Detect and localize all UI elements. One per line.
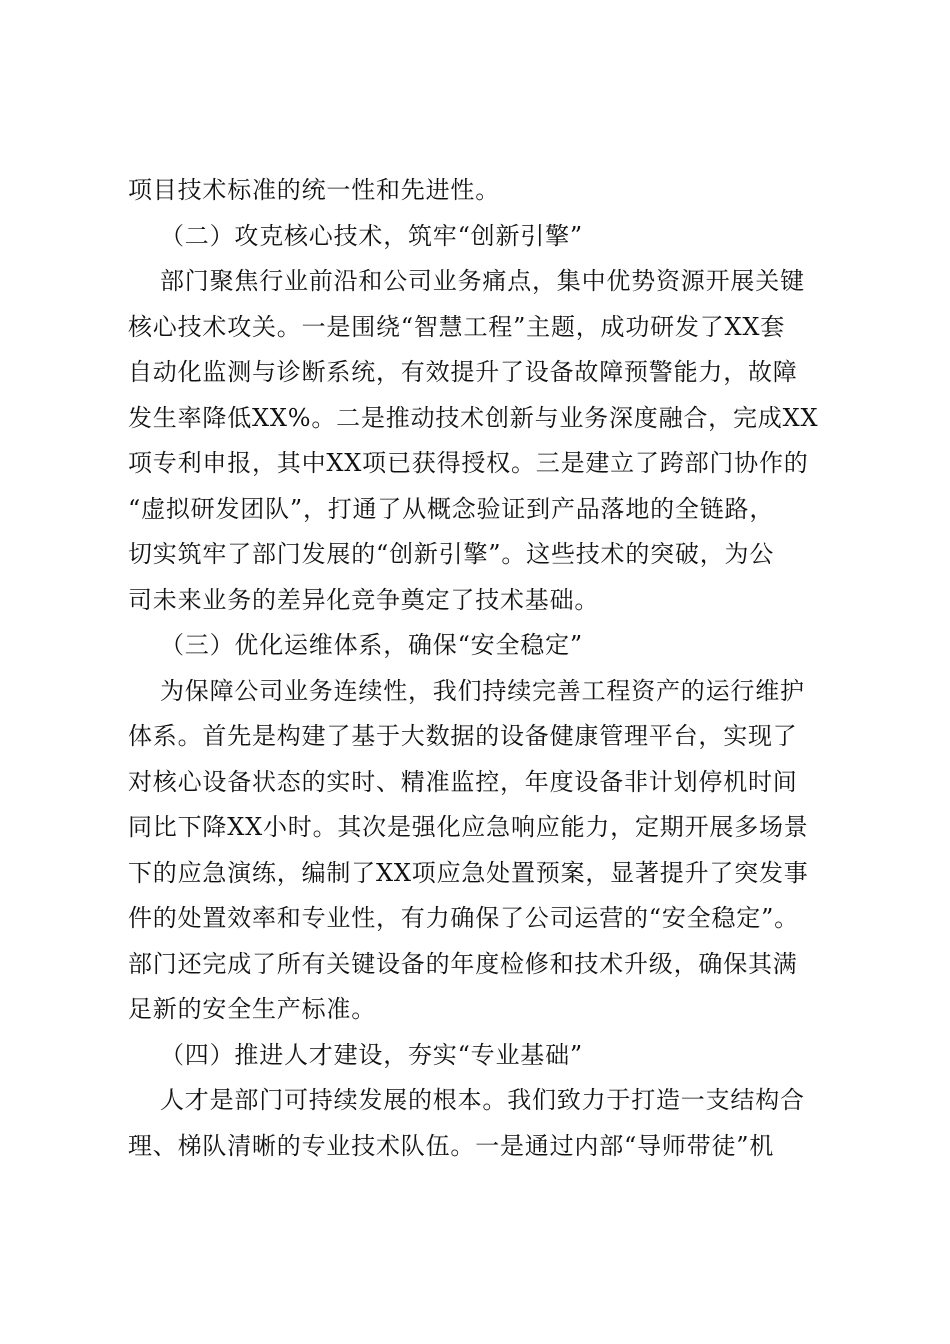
body-line: 下的应急演练，编制了XX项应急处置预案，显著提升了突发事 — [128, 858, 809, 887]
body-line: 体系。首先是构建了基于大数据的设备健康管理平台，实现了 — [128, 722, 798, 750]
paragraph-first-line: 人才是部门可持续发展的根本。我们致力于打造一支结构合 — [160, 1086, 805, 1114]
section-heading-4: （四）推进人才建设，夯实“专业基础” — [160, 1040, 583, 1069]
body-line: 切实筑牢了部门发展的“创新引擎”。这些技术的突破，为公 — [128, 540, 775, 568]
body-line: 同比下降XX小时。其次是强化应急响应能力，定期开展多场景 — [128, 813, 809, 841]
body-line: 项目技术标准的统一性和先进性。 — [128, 176, 500, 204]
body-line: 理、梯队清晰的专业技术队伍。一是通过内部“导师带徒”机 — [128, 1131, 775, 1160]
document-body — [128, 168, 828, 1169]
body-line: 部门还完成了所有关键设备的年度检修和技术升级，确保其满 — [128, 949, 798, 978]
body-line: 件的处置效率和专业性，有力确保了公司运营的“安全稳定”。 — [128, 904, 799, 932]
paragraph-first-line: 部门聚焦行业前沿和公司业务痛点，集中优势资源开展关键 — [160, 267, 805, 295]
body-line: 核心技术攻关。一是围绕“智慧工程”主题，成功研发了XX套 — [128, 312, 786, 341]
body-line: 自动化监测与诊断系统，有效提升了设备故障预警能力，故障 — [128, 358, 798, 386]
body-line: 足新的安全生产标准。 — [128, 995, 376, 1023]
section-heading-2: （二）攻克核心技术，筑牢“创新引擎” — [160, 221, 583, 250]
paragraph-first-line: 为保障公司业务连续性，我们持续完善工程资产的运行维护 — [160, 676, 805, 705]
body-line: “虚拟研发团队”，打通了从概念验证到产品落地的全链路， — [128, 494, 775, 523]
body-line: 司未来业务的差异化竞争奠定了技术基础。 — [128, 585, 600, 614]
body-line: 对核心设备状态的实时、精准监控，年度设备非计划停机时间 — [128, 767, 798, 796]
body-line: 项专利申报，其中XX项已获得授权。三是建立了跨部门协作的 — [128, 449, 809, 477]
body-line: 发生率降低XX%。二是推动技术创新与业务深度融合，完成XX — [128, 403, 819, 432]
section-heading-3: （三）优化运维体系，确保“安全稳定” — [160, 631, 583, 659]
